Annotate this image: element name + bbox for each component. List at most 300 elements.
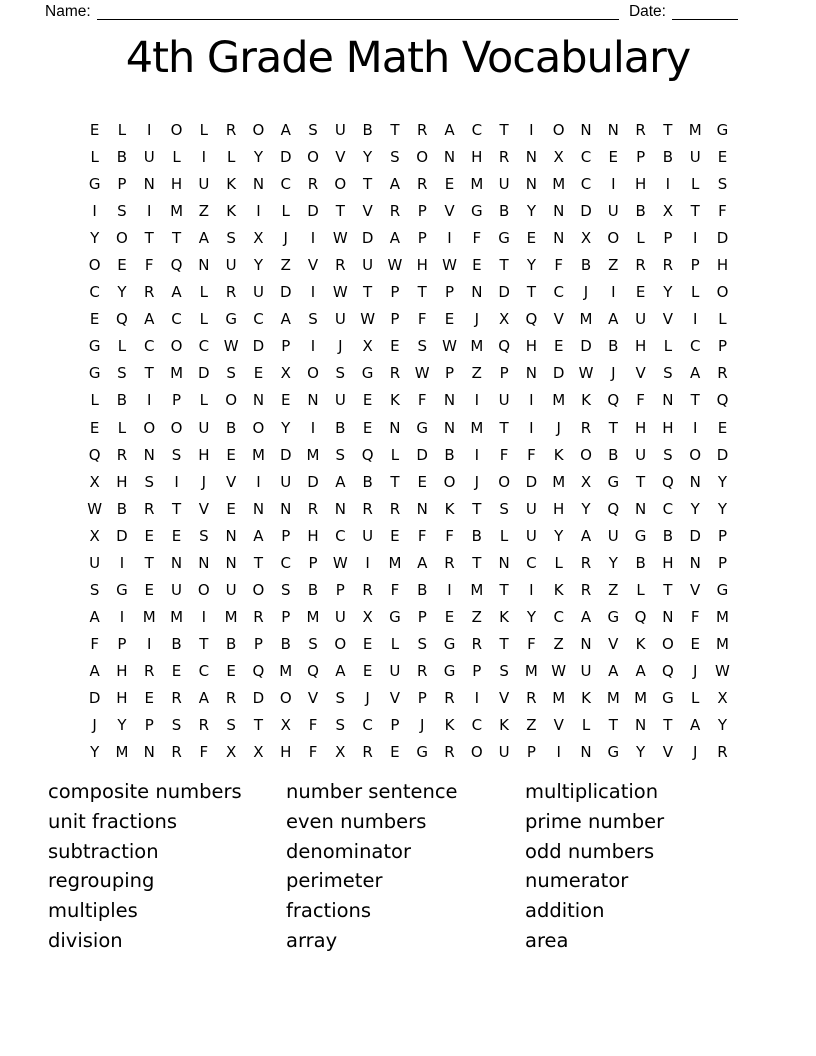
grid-letter: Q <box>525 310 538 329</box>
grid-letter: E <box>717 148 728 167</box>
grid-letter: C <box>280 553 291 572</box>
grid-letter: B <box>335 418 346 437</box>
word-list-column <box>525 777 664 956</box>
grid-letter: S <box>499 661 509 680</box>
grid-letter: E <box>362 661 373 680</box>
grid-letter: Y <box>581 499 591 518</box>
grid-letter: V <box>690 580 701 599</box>
word-list-item: even numbers <box>286 809 427 833</box>
grid-letter: N <box>225 553 237 572</box>
grid-letter: P <box>417 202 427 221</box>
grid-letter: S <box>308 634 318 653</box>
grid-letter: G <box>88 175 101 194</box>
grid-letter: Q <box>307 661 319 680</box>
grid-letter: G <box>443 661 456 680</box>
grid-letter: I <box>692 310 698 329</box>
grid-letter: O <box>252 418 265 437</box>
grid-letter: R <box>662 256 674 275</box>
grid-letter: I <box>147 391 152 410</box>
grid-letter: I <box>474 445 480 464</box>
grid-letter: U <box>334 607 346 626</box>
grid-letter: V <box>553 716 564 735</box>
grid-letter: E <box>253 364 264 383</box>
grid-letter: L <box>691 175 700 194</box>
grid-letter: B <box>498 202 510 221</box>
grid-letter: A <box>144 310 155 329</box>
grid-letter: T <box>417 283 427 302</box>
grid-letter: Q <box>716 391 729 410</box>
grid-letter: E <box>226 661 236 680</box>
word-list-item: subtraction <box>48 839 159 863</box>
grid-letter: H <box>116 661 128 680</box>
grid-letter: T <box>144 553 154 572</box>
grid-letter: R <box>580 553 592 572</box>
grid-letter: M <box>170 607 184 626</box>
grid-letter: R <box>635 121 646 140</box>
grid-letter: D <box>361 229 374 248</box>
grid-letter: A <box>444 121 455 140</box>
grid-letter: H <box>662 553 674 572</box>
grid-letter: N <box>580 634 592 653</box>
grid-letter: P <box>717 337 727 356</box>
grid-letter: P <box>117 634 127 653</box>
grid-letter: V <box>444 202 455 221</box>
grid-letter: D <box>689 526 701 545</box>
grid-letter: T <box>499 580 509 599</box>
grid-letter: S <box>417 634 427 653</box>
grid-letter: U <box>198 175 210 194</box>
grid-letter: R <box>144 499 155 518</box>
grid-letter: Y <box>717 499 728 518</box>
grid-letter: T <box>636 472 646 491</box>
grid-letter: N <box>525 148 538 167</box>
grid-letter: T <box>199 634 209 653</box>
grid-letter: O <box>416 148 429 167</box>
grid-letter: R <box>389 364 401 383</box>
grid-letter: N <box>498 553 510 572</box>
grid-letter: I <box>474 391 480 410</box>
grid-letter: Y <box>363 148 373 167</box>
grid-letter: D <box>252 689 265 707</box>
grid-letter: Y <box>253 148 264 167</box>
grid-letter: L <box>90 391 99 410</box>
grid-letter: R <box>362 743 373 762</box>
grid-letter: M <box>170 202 184 221</box>
grid-letter: Z <box>608 580 619 599</box>
grid-letter: E <box>226 499 236 518</box>
grid-letter: I <box>119 553 125 572</box>
grid-letter: U <box>143 148 155 167</box>
grid-letter: N <box>553 202 565 221</box>
grid-letter: M <box>170 364 184 383</box>
grid-letter: Y <box>636 743 646 762</box>
grid-letter: D <box>279 445 292 464</box>
grid-letter: N <box>143 743 155 762</box>
grid-letter: H <box>662 418 674 437</box>
grid-letter: T <box>663 716 673 735</box>
grid-letter: U <box>498 743 510 762</box>
grid-letter: S <box>226 716 236 735</box>
grid-letter: R <box>171 743 182 762</box>
grid-letter: A <box>335 472 346 491</box>
grid-letter: X <box>225 743 237 762</box>
grid-letter: Q <box>607 499 620 518</box>
grid-letter: G <box>416 418 429 437</box>
grid-letter: J <box>474 310 480 329</box>
grid-letter: Q <box>661 661 674 680</box>
grid-letter: N <box>143 175 155 194</box>
grid-letter: O <box>716 283 729 302</box>
grid-letter: I <box>310 283 316 302</box>
grid-letter: L <box>90 148 99 167</box>
grid-letter: U <box>89 553 101 572</box>
grid-letter: S <box>335 716 346 735</box>
grid-letter: P <box>663 229 673 248</box>
grid-letter: A <box>198 689 209 707</box>
grid-letter: J <box>338 337 343 356</box>
grid-letter: T <box>499 418 509 437</box>
grid-letter: E <box>444 607 455 626</box>
grid-letter: L <box>554 553 563 572</box>
grid-letter: Y <box>90 229 100 248</box>
grid-letter: Z <box>608 256 619 275</box>
grid-letter: R <box>416 175 428 194</box>
grid-letter: Y <box>526 202 536 221</box>
grid-letter: P <box>144 716 154 735</box>
grid-letter: T <box>390 472 400 491</box>
grid-letter: X <box>280 716 291 735</box>
grid-letter: G <box>88 364 101 383</box>
grid-letter: Q <box>498 337 510 356</box>
grid-letter: N <box>689 472 701 491</box>
grid-letter: N <box>525 364 538 383</box>
grid-letter: S <box>89 580 100 599</box>
word-list-item: denominator <box>286 839 411 863</box>
grid-letter: U <box>607 202 619 221</box>
grid-letter: I <box>529 391 534 410</box>
grid-letter: C <box>526 553 537 572</box>
grid-letter: K <box>635 634 646 653</box>
grid-letter: E <box>526 229 537 248</box>
grid-letter: M <box>606 689 620 707</box>
grid-letter: E <box>89 418 100 437</box>
grid-letter: B <box>444 445 455 464</box>
grid-letter: U <box>607 526 619 545</box>
grid-letter: Q <box>607 391 620 410</box>
grid-letter: E <box>717 418 728 437</box>
grid-letter: U <box>198 418 210 437</box>
grid-letter: Y <box>526 256 536 275</box>
grid-letter: K <box>226 202 237 221</box>
grid-letter: C <box>253 310 264 329</box>
grid-letter: W <box>360 310 376 329</box>
grid-letter: I <box>692 418 698 437</box>
grid-letter: L <box>663 337 673 356</box>
grid-letter: T <box>608 418 618 437</box>
grid-letter: G <box>607 472 620 491</box>
grid-letter: S <box>144 472 154 491</box>
grid-letter: X <box>580 472 592 491</box>
grid-letter: A <box>635 661 646 680</box>
grid-letter: H <box>525 337 538 356</box>
grid-letter: G <box>116 580 128 599</box>
date-label: Date: <box>628 3 666 20</box>
grid-letter: A <box>89 607 100 626</box>
grid-letter: S <box>663 364 673 383</box>
grid-letter: X <box>253 229 264 248</box>
grid-letter: F <box>527 634 536 653</box>
grid-letter: P <box>390 283 400 302</box>
grid-letter: B <box>280 634 291 653</box>
grid-letter: I <box>665 175 671 194</box>
grid-letter: R <box>444 743 455 762</box>
grid-letter: L <box>199 121 209 140</box>
grid-letter: U <box>334 310 346 329</box>
grid-letter: I <box>474 689 480 707</box>
grid-letter: S <box>171 445 182 464</box>
grid-letter: X <box>89 472 100 491</box>
grid-letter: X <box>498 310 510 329</box>
grid-letter: U <box>635 445 647 464</box>
grid-letter: A <box>280 310 291 329</box>
grid-letter: I <box>529 121 534 140</box>
grid-letter: T <box>608 716 618 735</box>
grid-letter: W <box>715 661 730 680</box>
grid-letter: M <box>388 553 402 572</box>
grid-letter: D <box>307 472 319 491</box>
grid-letter: P <box>390 716 400 735</box>
grid-letter: B <box>635 553 646 572</box>
grid-letter: O <box>143 418 156 437</box>
grid-letter: R <box>225 121 237 140</box>
grid-letter: I <box>529 418 534 437</box>
grid-letter: B <box>362 472 373 491</box>
grid-letter: A <box>171 283 182 302</box>
grid-letter: B <box>471 526 482 545</box>
grid-letter: N <box>252 391 265 410</box>
grid-letter: L <box>718 310 727 329</box>
grid-letter: B <box>225 634 237 653</box>
grid-letter: F <box>417 310 427 329</box>
grid-letter: O <box>580 445 592 464</box>
grid-letter: A <box>580 526 592 545</box>
grid-letter: F <box>636 391 645 410</box>
grid-letter: S <box>335 689 346 707</box>
grid-letter: S <box>499 499 509 518</box>
grid-letter: N <box>634 499 647 518</box>
grid-letter: P <box>636 148 646 167</box>
grid-letter: E <box>553 337 564 356</box>
grid-letter: Y <box>554 526 564 545</box>
grid-letter: T <box>171 499 182 518</box>
grid-letter: O <box>689 445 702 464</box>
grid-letter: Y <box>281 418 291 437</box>
grid-letter: D <box>198 364 210 383</box>
grid-letter: B <box>116 148 128 167</box>
grid-letter: B <box>362 121 373 140</box>
grid-letter: S <box>226 364 236 383</box>
grid-letter: T <box>499 121 509 140</box>
page-title: 4th Grade Math Vocabulary <box>125 33 691 83</box>
grid-letter: T <box>335 202 345 221</box>
grid-letter: I <box>310 229 316 248</box>
grid-letter: R <box>717 364 728 383</box>
grid-letter: E <box>390 526 400 545</box>
grid-letter: E <box>362 418 373 437</box>
grid-letter: M <box>524 661 538 680</box>
grid-letter: J <box>611 364 616 383</box>
grid-letter: W <box>414 364 430 383</box>
grid-letter: E <box>690 634 700 653</box>
grid-letter: N <box>198 553 210 572</box>
name-blank-line <box>97 4 619 20</box>
grid-letter: V <box>662 743 674 762</box>
grid-letter: B <box>580 256 592 275</box>
grid-letter: P <box>526 743 536 762</box>
grid-letter: H <box>116 472 128 491</box>
grid-letter: D <box>279 283 292 302</box>
grid-letter: O <box>170 418 183 437</box>
grid-letter: Q <box>634 607 647 626</box>
grid-letter: Z <box>198 202 209 221</box>
grid-letter: B <box>171 634 182 653</box>
word-list-item: numerator <box>525 869 629 893</box>
grid-letter: X <box>362 337 373 356</box>
grid-letter: J <box>474 472 480 491</box>
grid-letter: A <box>335 661 346 680</box>
grid-letter: U <box>498 391 510 410</box>
grid-letter: M <box>470 175 484 194</box>
grid-letter: B <box>116 391 128 410</box>
grid-letter: O <box>334 634 347 653</box>
grid-letter: S <box>280 580 291 599</box>
grid-letter: X <box>717 689 728 707</box>
grid-letter: A <box>690 364 701 383</box>
grid-letter: U <box>252 283 264 302</box>
grid-letter: E <box>362 634 373 653</box>
grid-letter: T <box>253 716 264 735</box>
grid-letter: A <box>608 310 619 329</box>
grid-letter: M <box>306 607 320 626</box>
grid-letter: I <box>201 148 207 167</box>
grid-letter: V <box>362 202 373 221</box>
grid-letter: B <box>116 499 128 518</box>
grid-letter: W <box>332 553 348 572</box>
grid-letter: G <box>443 634 456 653</box>
grid-letter: Z <box>526 716 537 735</box>
grid-letter: I <box>201 607 207 626</box>
grid-letter: C <box>89 283 100 302</box>
grid-letter: C <box>580 175 592 194</box>
grid-letter: K <box>499 716 510 735</box>
grid-letter: M <box>251 445 265 464</box>
grid-letter: A <box>389 229 401 248</box>
grid-letter: N <box>525 175 538 194</box>
grid-letter: T <box>472 553 482 572</box>
grid-letter: P <box>717 553 727 572</box>
grid-letter: G <box>662 689 674 707</box>
grid-letter: E <box>280 391 291 410</box>
grid-letter: P <box>172 391 182 410</box>
grid-letter: P <box>499 364 509 383</box>
grid-letter: V <box>335 148 346 167</box>
grid-letter: D <box>580 337 592 356</box>
grid-letter: R <box>526 689 537 707</box>
grid-letter: E <box>144 526 154 545</box>
grid-letter: D <box>580 202 592 221</box>
grid-letter: E <box>390 337 400 356</box>
grid-letter: P <box>717 526 727 545</box>
grid-letter: R <box>416 661 428 680</box>
grid-letter: L <box>636 229 645 248</box>
grid-letter: J <box>556 418 561 437</box>
grid-letter: R <box>717 743 728 762</box>
grid-letter: N <box>416 499 428 518</box>
grid-letter: U <box>525 499 537 518</box>
grid-letter: R <box>116 445 128 464</box>
grid-letter: R <box>225 689 237 707</box>
grid-letter: V <box>635 364 646 383</box>
grid-letter: S <box>663 445 673 464</box>
grid-letter: H <box>116 689 128 707</box>
grid-letter: H <box>170 175 183 194</box>
grid-letter: S <box>117 202 127 221</box>
grid-letter: M <box>716 634 729 653</box>
grid-letter: Y <box>608 553 618 572</box>
grid-letter: L <box>636 580 645 599</box>
grid-letter: F <box>308 743 318 762</box>
grid-letter: P <box>308 553 318 572</box>
grid-letter: K <box>499 607 510 626</box>
grid-letter: F <box>718 202 727 221</box>
grid-letter: F <box>527 445 536 464</box>
grid-letter: S <box>335 445 346 464</box>
word-list-item: unit fractions <box>48 809 178 833</box>
grid-letter: P <box>281 526 291 545</box>
grid-letter: F <box>690 607 700 626</box>
grid-letter: C <box>198 337 210 356</box>
grid-letter: D <box>279 148 292 167</box>
grid-letter: Z <box>553 634 564 653</box>
grid-letter: I <box>529 580 534 599</box>
grid-letter: I <box>119 607 125 626</box>
grid-letter: B <box>307 580 319 599</box>
grid-letter: H <box>716 256 729 275</box>
grid-letter: D <box>88 689 101 707</box>
grid-letter: V <box>198 499 209 518</box>
grid-letter: C <box>144 337 155 356</box>
grid-letter: I <box>611 175 616 194</box>
grid-letter: Y <box>717 472 728 491</box>
grid-letter: G <box>716 580 729 599</box>
grid-letter: A <box>280 121 291 140</box>
grid-letter: L <box>281 202 290 221</box>
grid-letter: Y <box>117 716 127 735</box>
grid-letter: W <box>578 364 594 383</box>
grid-letter: G <box>389 607 401 626</box>
grid-letter: O <box>443 472 456 491</box>
grid-letter: K <box>581 689 591 707</box>
grid-letter: X <box>553 148 564 167</box>
grid-letter: D <box>116 526 128 545</box>
grid-letter: Q <box>252 661 265 680</box>
grid-letter: F <box>144 256 154 275</box>
grid-letter: J <box>692 743 698 762</box>
grid-letter: Y <box>90 743 100 762</box>
grid-letter: O <box>197 580 210 599</box>
grid-letter: S <box>226 229 236 248</box>
grid-letter: G <box>498 229 510 248</box>
